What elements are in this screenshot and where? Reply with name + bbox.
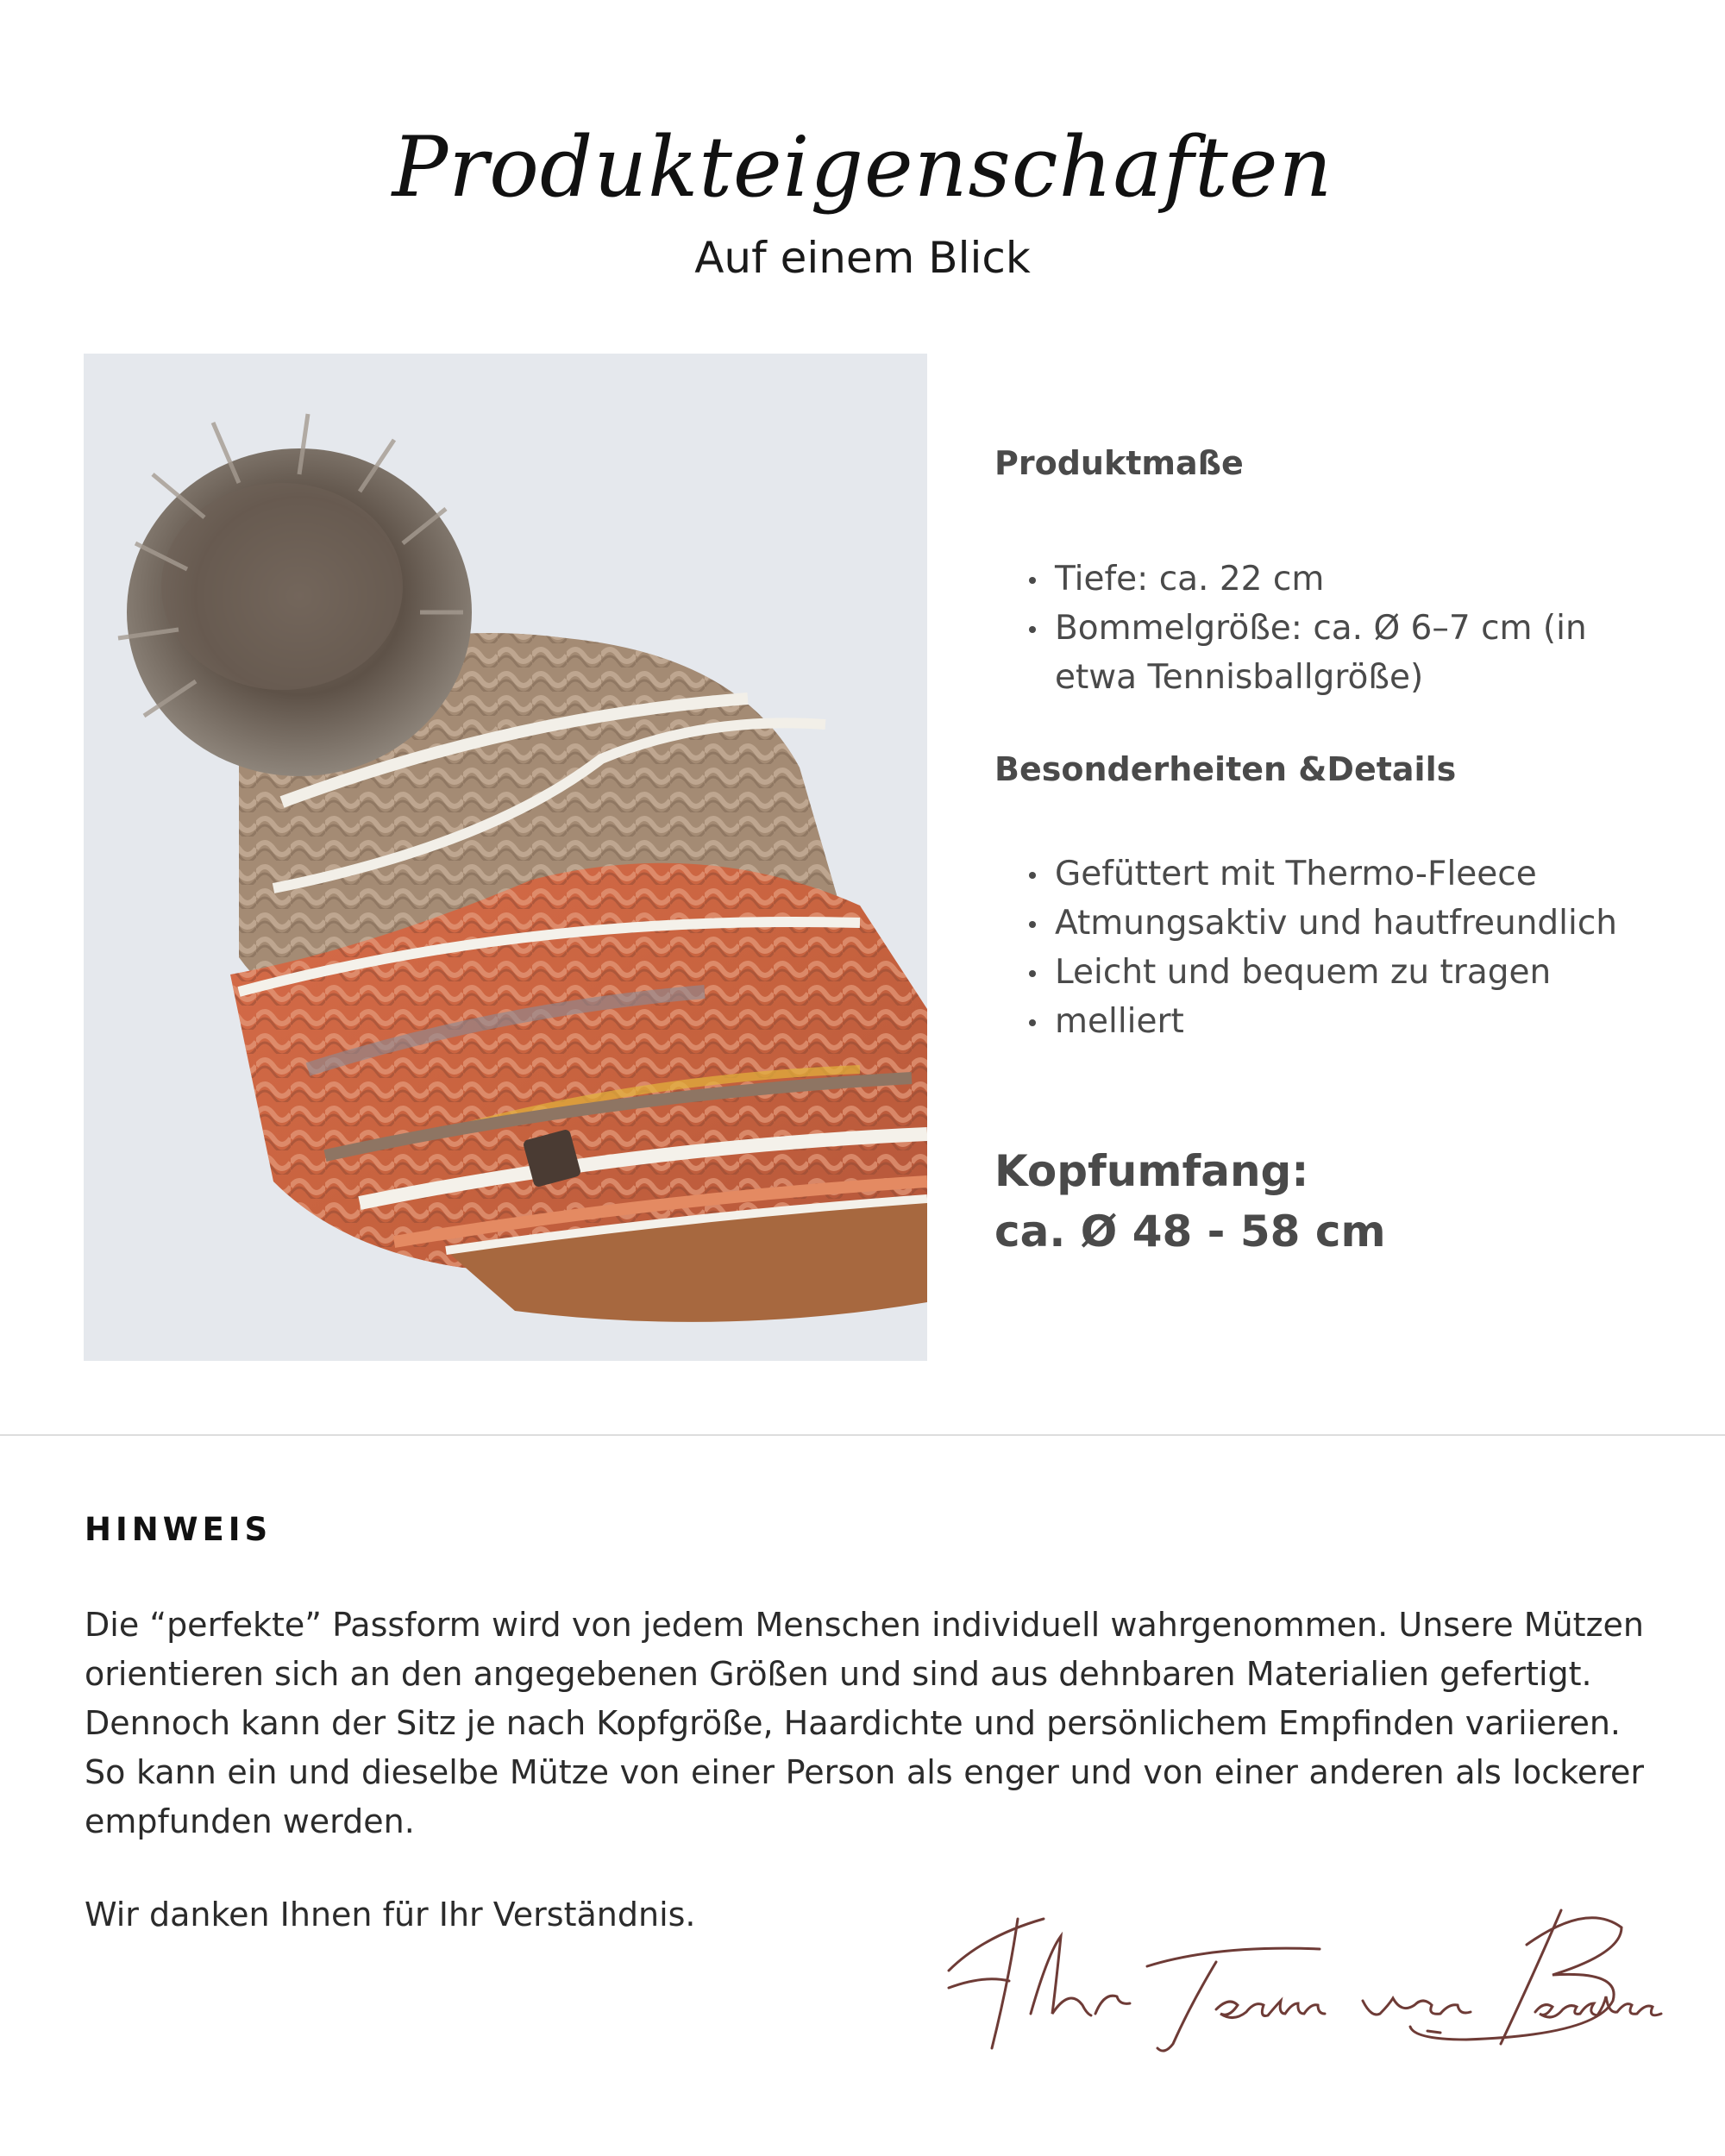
list-item: Tiefe: ca. 22 cm [994,555,1667,604]
note-text [85,1601,1644,1846]
signature [932,1884,1673,2057]
head-size-label: Kopfumfang: [994,1146,1309,1196]
list-item: Atmungsaktiv und hautfreundlich [994,899,1617,948]
note-paragraph: Die “perfekte” Passform wird von jedem Menschen individuell wahrgenommen. Unsere Mützen orientieren sich an den angegebenen Größen und sind aus dehnbaren Materialien gefertigt. [85,1606,1644,1693]
head-size [994,1141,1386,1262]
dimensions-heading: Produktmaße [994,444,1244,482]
thanks-text: Wir danken Ihnen für Ihr Verständnis. [85,1896,696,1934]
note-title: HINWEIS [85,1511,273,1548]
list-item: Gefüttert mit Thermo-Fleece [994,849,1617,899]
section-divider [0,1434,1725,1436]
details-list [994,849,1617,1046]
details-heading: Besonderheiten &Details [994,750,1457,788]
note-paragraph: So kann ein und dieselbe Mütze von einer Person als enger und von einer anderen als lockerer empfunden werden. [85,1753,1644,1840]
page-title: Produkteigenschaften [392,119,1333,216]
signature-text: Ihr Team von Baesics [932,1884,941,1885]
list-item: melliert [994,997,1617,1046]
list-item: Leicht und bequem zu tragen [994,948,1617,997]
page-subtitle: Auf einem Blick [694,233,1031,283]
list-item: Bommelgröße: ca. Ø 6–7 cm (in etwa Tennisballgröße) [994,604,1667,702]
knit-beanie-image [84,354,927,1361]
head-size-value: ca. Ø 48 - 58 cm [994,1206,1386,1257]
note-paragraph: Dennoch kann der Sitz je nach Kopfgröße, Haardichte und persönlichem Empfinden variieren. [85,1704,1621,1742]
product-photo [84,354,927,1361]
dimensions-list [994,555,1667,702]
